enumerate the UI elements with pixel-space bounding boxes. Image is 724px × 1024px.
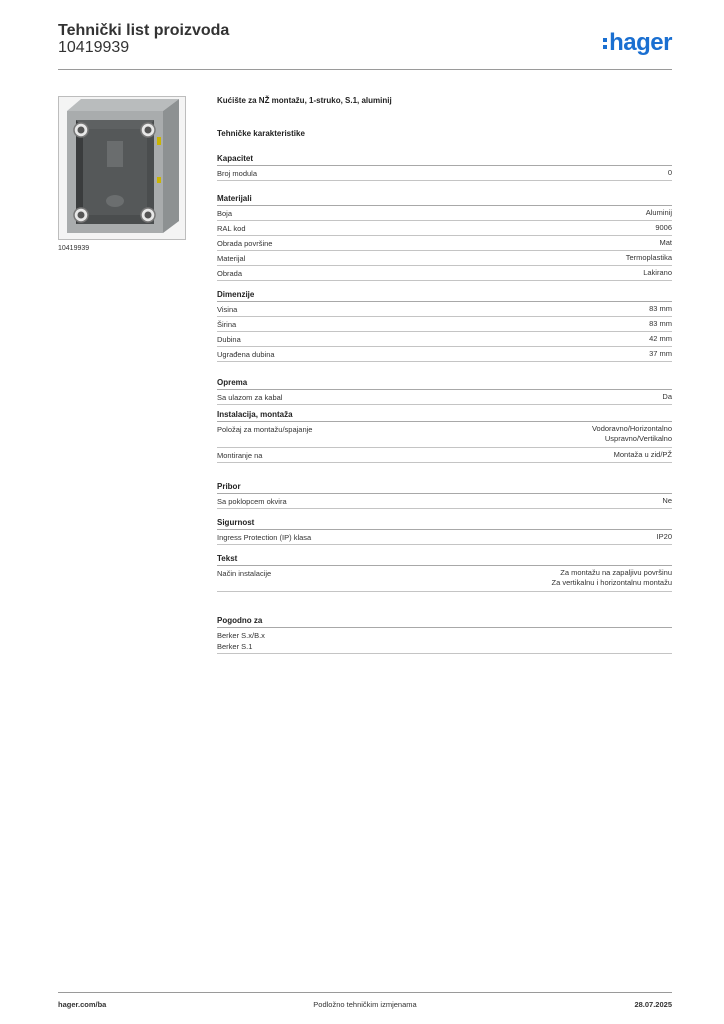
spec-row xyxy=(217,267,672,281)
spec-label xyxy=(217,268,242,279)
spec-group-title: Oprema xyxy=(217,376,672,390)
spec-value-line: Za montažu na zapaljivu površinu xyxy=(560,568,672,577)
spec-label-line: Širina xyxy=(217,320,237,329)
spec-value-line: Mat xyxy=(659,238,672,247)
spec-row xyxy=(217,333,672,347)
spec-label xyxy=(217,424,312,435)
spec-value xyxy=(657,532,672,542)
spec-label xyxy=(217,349,275,360)
spec-label xyxy=(217,208,232,219)
spec-row xyxy=(217,449,672,463)
page-footer xyxy=(58,992,672,1012)
spec-label xyxy=(217,319,236,330)
spec-value xyxy=(649,349,672,359)
spec-label-line: RAL kod xyxy=(217,224,246,233)
spec-value xyxy=(655,223,672,233)
image-caption: 10419939 xyxy=(58,245,90,252)
spec-label-line: Ugrađena dubina xyxy=(217,350,275,359)
spec-value-line: Aluminij xyxy=(645,208,672,217)
characteristics-heading: Tehničke karakteristike xyxy=(217,129,305,138)
spec-value xyxy=(643,268,672,278)
footer-notice: Podložno tehničkim izmjenama xyxy=(313,1000,417,1009)
spec-group-title: Pribor xyxy=(217,480,672,494)
spec-value-line: Ne xyxy=(662,496,672,505)
logo-text: hager xyxy=(609,29,672,56)
spec-label xyxy=(217,392,282,403)
spec-value xyxy=(662,392,672,402)
spec-label xyxy=(217,630,265,652)
page-header xyxy=(58,22,672,70)
spec-row xyxy=(217,423,672,448)
footer-website: hager.com/ba xyxy=(58,1000,107,1009)
spec-value-line: 37 mm xyxy=(649,349,672,358)
product-description: Kućište za NŽ montažu, 1-struko, S.1, aluminij xyxy=(217,96,392,105)
surface-mount-box-image-icon xyxy=(59,97,185,239)
spec-value xyxy=(649,334,672,344)
spec-label-line: Boja xyxy=(217,209,233,218)
spec-label-line: Sa poklopcem okvira xyxy=(217,497,287,506)
spec-row xyxy=(217,303,672,317)
spec-row xyxy=(217,495,672,509)
spec-label-line: Visina xyxy=(217,305,238,314)
spec-value-line: Za vertikalnu i horizontalnu montažu xyxy=(551,578,672,587)
spec-label xyxy=(217,223,246,234)
spec-value xyxy=(614,450,672,460)
spec-value xyxy=(592,424,672,444)
spec-group-title: Tekst xyxy=(217,552,672,566)
spec-group-title: Dimenzije xyxy=(217,288,672,302)
spec-label xyxy=(217,568,271,579)
spec-label-line: Način instalacije xyxy=(217,569,272,578)
spec-value-line: Da xyxy=(662,392,672,401)
hager-logo xyxy=(603,29,672,57)
spec-row xyxy=(217,222,672,236)
spec-value-line: 9006 xyxy=(655,223,672,232)
spec-value xyxy=(552,568,672,588)
logo-colon-mark xyxy=(603,38,607,49)
spec-label-line: Materijal xyxy=(217,254,246,263)
spec-label xyxy=(217,253,245,264)
spec-value-line: IP20 xyxy=(656,532,672,541)
spec-group-title: Instalacija, montaža xyxy=(217,408,672,422)
spec-value-line: 83 mm xyxy=(649,304,672,313)
spec-row xyxy=(217,629,672,654)
spec-value-line: Uspravno/Vertikalno xyxy=(604,434,672,443)
spec-value-line: 83 mm xyxy=(649,319,672,328)
spec-label-line: Ingress Protection (IP) klasa xyxy=(217,533,312,542)
spec-value xyxy=(649,319,672,329)
spec-label-line: Dubina xyxy=(217,335,241,344)
spec-value xyxy=(649,304,672,314)
spec-value-line: 0 xyxy=(667,168,672,177)
spec-row xyxy=(217,391,672,405)
footer-date: 28.07.2025 xyxy=(634,1000,672,1009)
spec-label-line: Sa ulazom za kabal xyxy=(217,393,283,402)
spec-group-title: Kapacitet xyxy=(217,152,672,166)
spec-value-line: Vodoravno/Horizontalno xyxy=(591,424,672,433)
spec-value-line: Montaža u zid/PŽ xyxy=(613,450,672,459)
product-number: 10419939 xyxy=(58,39,130,56)
spec-label-line: Broj modula xyxy=(217,169,258,178)
spec-label xyxy=(217,450,262,461)
spec-group-title: Sigurnost xyxy=(217,516,672,530)
spec-row xyxy=(217,348,672,362)
spec-row xyxy=(217,237,672,251)
spec-group-title: Materijali xyxy=(217,192,672,206)
spec-value xyxy=(659,238,672,248)
spec-label xyxy=(217,334,241,345)
spec-value-line: 42 mm xyxy=(649,334,672,343)
spec-label-line: Berker S.1 xyxy=(217,642,253,651)
product-image xyxy=(58,96,186,240)
spec-row xyxy=(217,318,672,332)
spec-value-line: Termoplastika xyxy=(625,253,672,262)
spec-label xyxy=(217,304,237,315)
spec-value-line: Lakirano xyxy=(643,268,672,277)
spec-row xyxy=(217,531,672,545)
spec-label-line: Obrada površine xyxy=(217,239,273,248)
spec-row xyxy=(217,567,672,592)
spec-value xyxy=(668,168,672,178)
spec-group-title: Pogodno za xyxy=(217,614,672,628)
spec-value xyxy=(646,208,672,218)
spec-row xyxy=(217,207,672,221)
spec-value xyxy=(626,253,672,263)
spec-label-line: Položaj za montažu/spajanje xyxy=(217,425,313,434)
spec-label xyxy=(217,238,272,249)
spec-label-line: Berker S.x/B.x xyxy=(217,631,265,640)
spec-label-line: Montiranje na xyxy=(217,451,263,460)
spec-value xyxy=(662,496,672,506)
spec-label-line: Obrada xyxy=(217,269,243,278)
spec-row xyxy=(217,252,672,266)
spec-label xyxy=(217,496,287,507)
spec-label xyxy=(217,168,257,179)
spec-label xyxy=(217,532,311,543)
document-title: Tehnički list proizvoda xyxy=(58,22,230,39)
spec-row xyxy=(217,167,672,181)
